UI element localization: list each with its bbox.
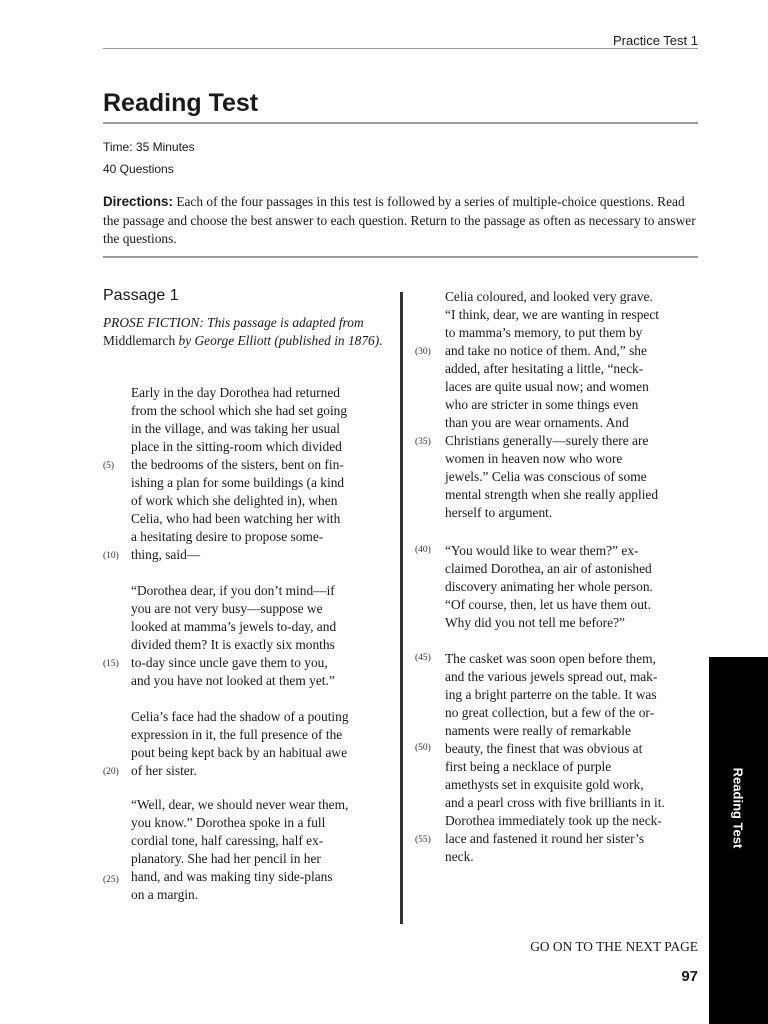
line-number: (50) [415, 743, 431, 753]
passage-intro [103, 314, 393, 350]
text-line: to mamma’s memory, to put them by [445, 325, 643, 340]
text-line: “You would like to wear them?” ex- [445, 543, 639, 558]
text-line: “I think, dear, we are wanting in respect [445, 307, 659, 322]
text-line: Celia’s face had the shadow of a pouting [131, 709, 349, 724]
text-line: from the school which she had set going [131, 403, 348, 418]
text-line: ing a bright parterre on the table. It was [445, 687, 657, 702]
directions-label: Directions: [103, 194, 173, 209]
text-line: of work which she delighted in), when [131, 493, 338, 508]
time-limit: Time: 35 Minutes [103, 140, 195, 154]
section-tab-label: Reading Test [730, 767, 746, 849]
text-line: ishing a plan for some buildings (a kind [131, 475, 345, 490]
text-line: “Of course, then, let us have them out. [445, 597, 652, 612]
text-line: Early in the day Dorothea had returned [131, 385, 340, 400]
line-number: (40) [415, 545, 431, 555]
text-line: thing, said— [131, 547, 201, 562]
text-line: Celia, who had been watching her with [131, 511, 341, 526]
directions [103, 193, 703, 249]
text-line: first being a necklace of purple [445, 759, 612, 774]
line-number: (55) [415, 835, 431, 845]
page-number: 97 [681, 968, 698, 985]
text-line: and you have not looked at them yet.” [131, 673, 335, 688]
text-line: neck. [445, 849, 474, 864]
line-number: (20) [103, 767, 119, 777]
line-number: (15) [103, 659, 119, 669]
text-line: to-day since uncle gave them to you, [131, 655, 328, 670]
text-line: and a pearl cross with five brilliants in it. [445, 795, 665, 810]
line-number: (35) [415, 437, 431, 447]
directions-text: Each of the four passages in this test is followed by a series of multiple-choice questions. Read the passage and choose the best answer to each question. Return to the passage as often as necessary to answer the questions. [103, 194, 696, 246]
text-line: beauty, the finest that was obvious at [445, 741, 643, 756]
text-line: a hesitating desire to propose some- [131, 529, 324, 544]
intro-suffix: by George Elliott (published in 1876). [178, 333, 383, 348]
line-number: (25) [103, 875, 119, 885]
line-number: (45) [415, 653, 431, 663]
text-line: Celia coloured, and looked very grave. [445, 289, 653, 304]
text-line: of her sister. [131, 763, 197, 778]
text-line: who are stricter in some things even [445, 397, 639, 412]
directions-rule [103, 256, 698, 258]
text-line: and take no notice of them. And,” she [445, 343, 647, 358]
text-line: women in heaven now who wore [445, 451, 623, 466]
text-line: naments were really of remarkable [445, 723, 631, 738]
header-rule [103, 48, 698, 49]
title-rule [103, 122, 698, 124]
text-line: jewels.” Celia was conscious of some [445, 469, 647, 484]
text-line: planatory. She had her pencil in her [131, 851, 321, 866]
intro-prefix: PROSE FICTION: This passage is adapted from [103, 315, 364, 330]
text-line: in the village, and was taking her usual [131, 421, 340, 436]
page-title: Reading Test [103, 89, 259, 117]
text-line: The casket was soon open before them, [445, 651, 656, 666]
line-number: (10) [103, 551, 119, 561]
text-line: amethysts set in exquisite gold work, [445, 777, 644, 792]
text-line: herself to argument. [445, 505, 553, 520]
text-line: you are not very busy—suppose we [131, 601, 323, 616]
text-line: no great collection, but a few of the or- [445, 705, 655, 720]
text-line: laces are quite usual now; and women [445, 379, 649, 394]
text-line: and the various jewels spread out, mak- [445, 669, 658, 684]
line-number: (30) [415, 347, 431, 357]
text-line: Why did you not tell me before?” [445, 615, 625, 630]
text-line: Christians generally—surely there are [445, 433, 649, 448]
text-line: Dorothea immediately took up the neck- [445, 813, 662, 828]
text-line: expression in it, the full presence of the [131, 727, 343, 742]
text-line: hand, and was making tiny side-plans [131, 869, 333, 884]
text-line: “Well, dear, we should never wear them, [131, 797, 349, 812]
text-line: you know.” Dorothea spoke in a full [131, 815, 326, 830]
text-line: the bedrooms of the sisters, bent on fin- [131, 457, 344, 472]
text-line: mental strength when she really applied [445, 487, 659, 502]
passage-title: Passage 1 [103, 287, 179, 304]
text-line: cordial tone, half caressing, half ex- [131, 833, 324, 848]
text-line: place in the sitting-room which divided [131, 439, 342, 454]
text-line: on a margin. [131, 887, 199, 902]
text-line: divided them? It is exactly six months [131, 637, 335, 652]
text-line: looked at mamma’s jewels to-day, and [131, 619, 337, 634]
intro-book: Middlemarch [103, 333, 176, 348]
text-line: “Dorothea dear, if you don’t mind—if [131, 583, 335, 598]
text-line: pout being kept back by an habitual awe [131, 745, 348, 760]
go-on-notice: GO ON TO THE NEXT PAGE [530, 939, 698, 954]
column-divider [400, 292, 403, 924]
text-line: added, after hesitating a little, “neck- [445, 361, 644, 376]
line-number: (5) [103, 461, 115, 471]
text-line: claimed Dorothea, an air of astonished [445, 561, 652, 576]
text-line: discovery animating her whole person. [445, 579, 653, 594]
question-count: 40 Questions [103, 162, 174, 176]
text-line: lace and fastened it round her sister’s [445, 831, 645, 846]
running-header: Practice Test 1 [612, 33, 698, 48]
text-line: than you are wear ornaments. And [445, 415, 629, 430]
